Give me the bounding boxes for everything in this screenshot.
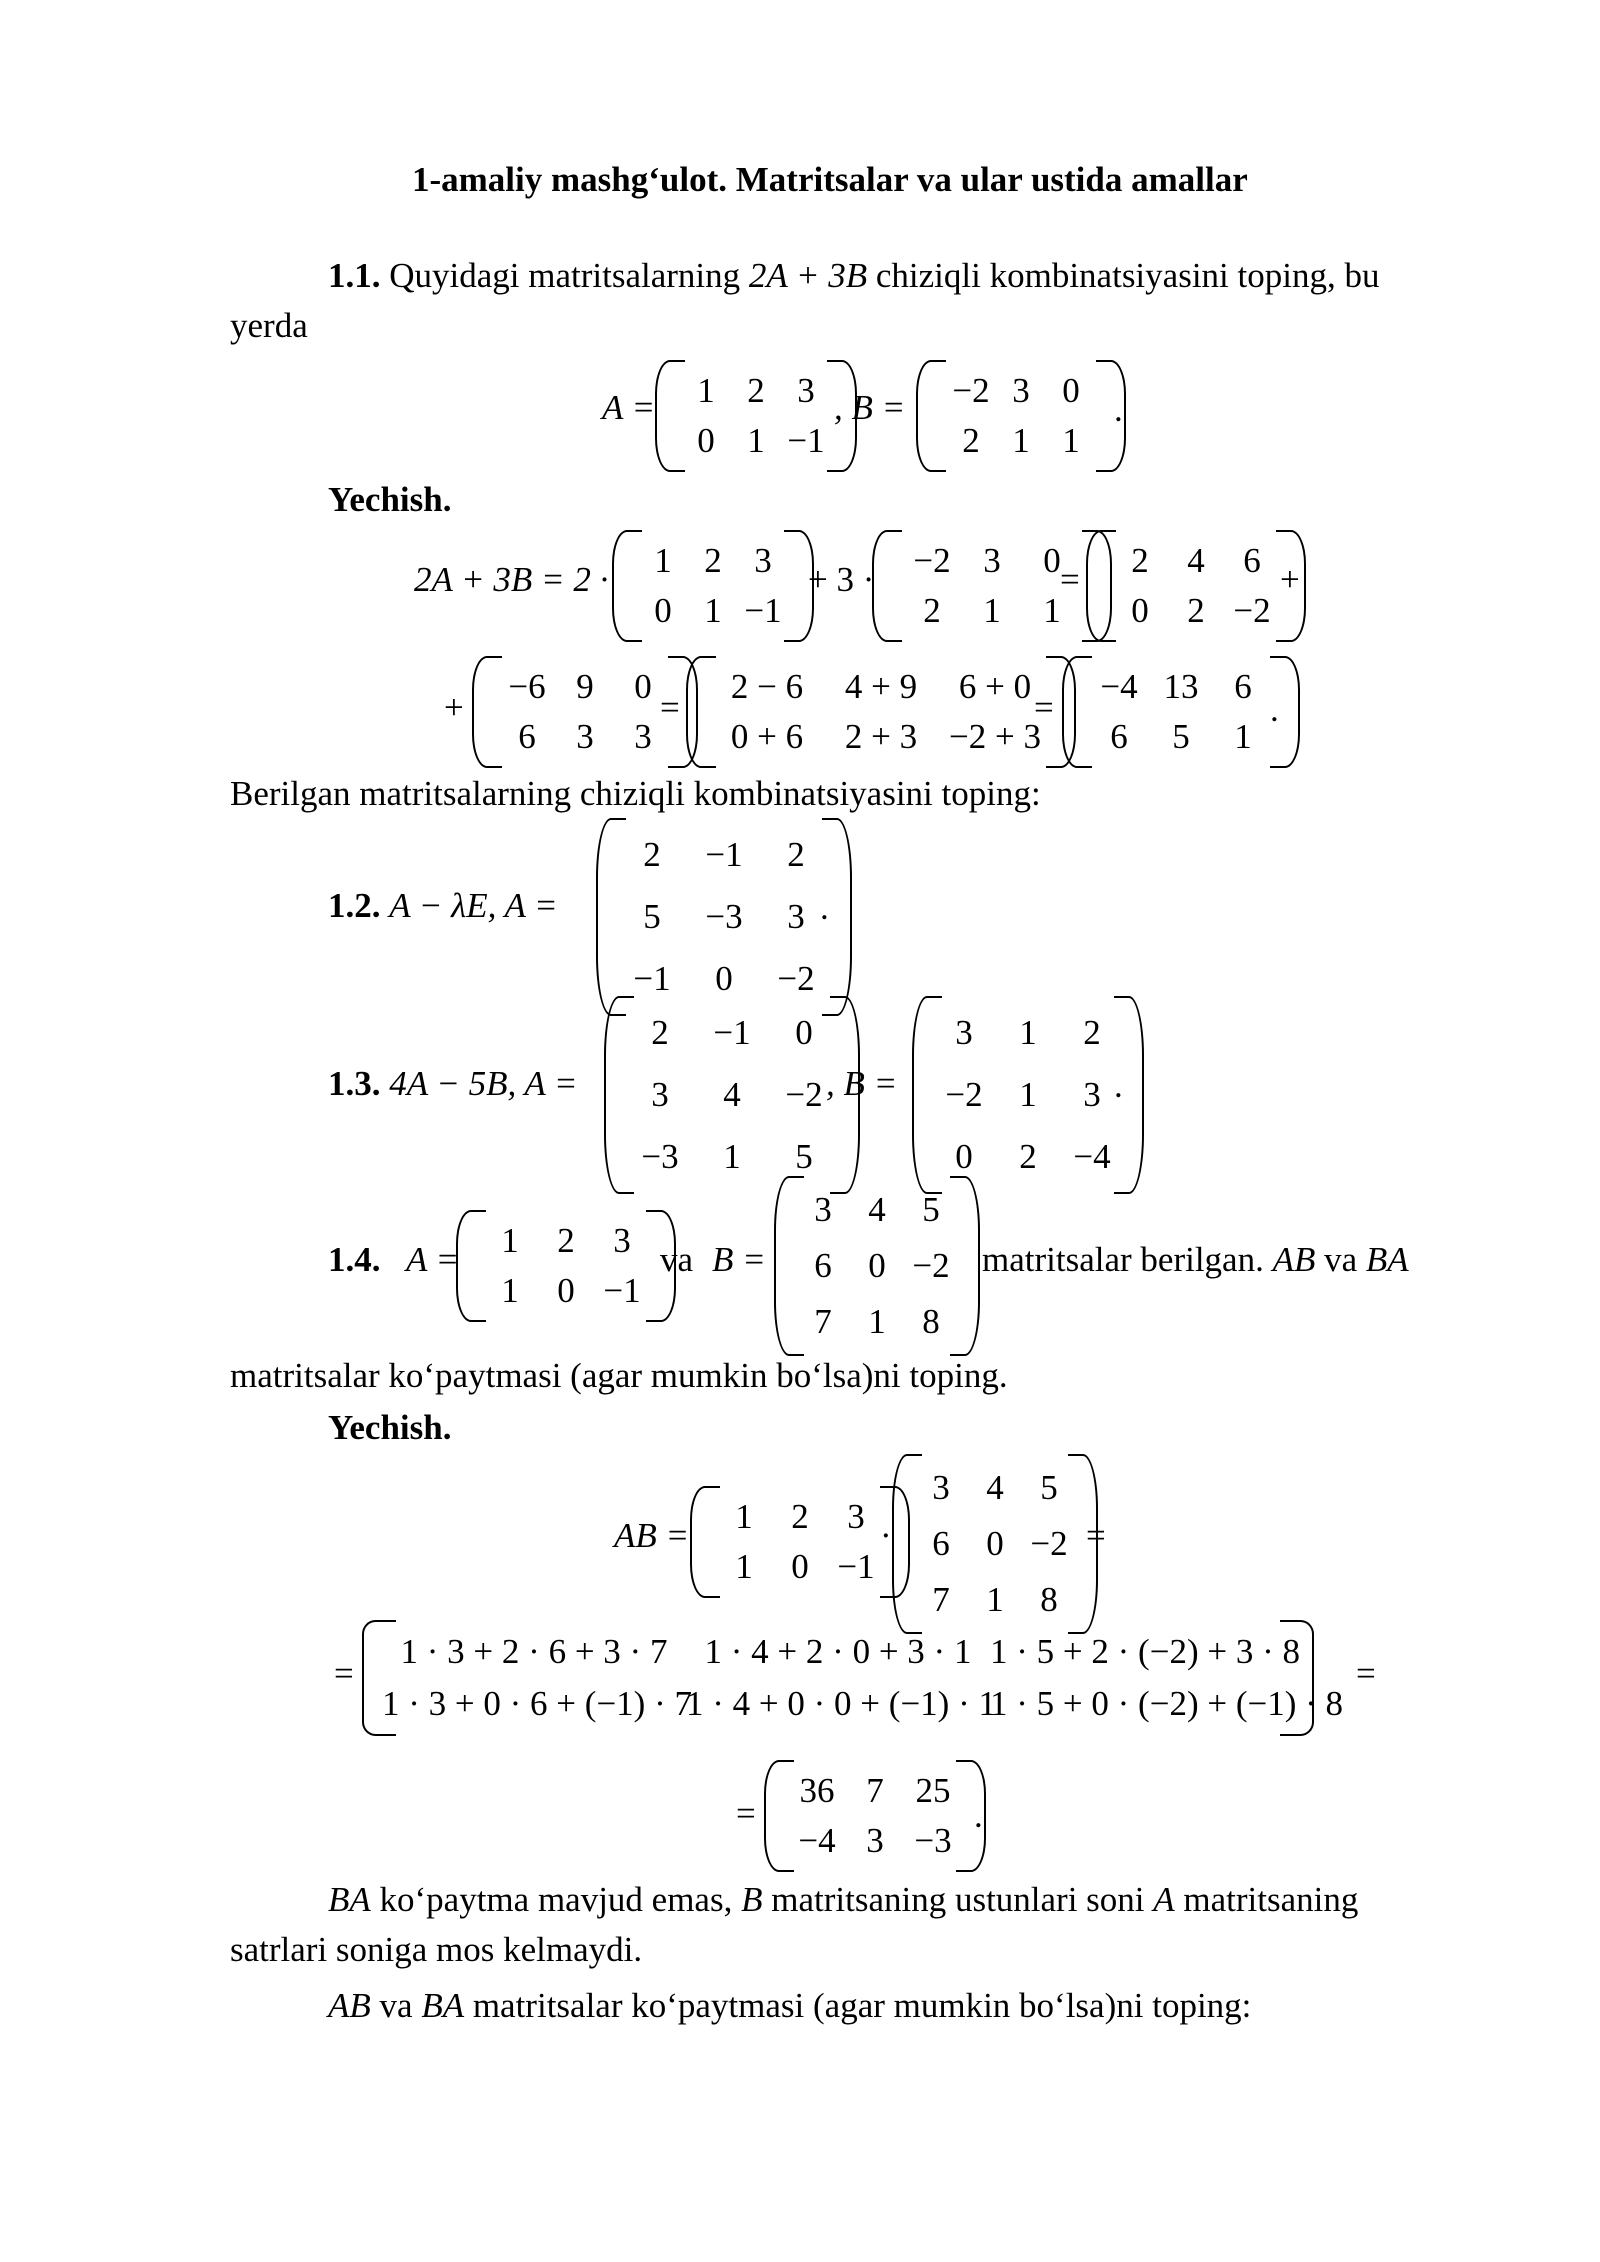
exercise-number: 1.3. [328, 1064, 381, 1103]
solution-matrix-2 [892, 1454, 1098, 1634]
exercise-number: 1.2. [328, 886, 381, 925]
matrix-B-3x3 [912, 996, 1144, 1194]
matrix-cell: 1 [747, 421, 765, 460]
text: va [379, 1986, 413, 2025]
matrix-cell: 1 [1019, 1075, 1037, 1114]
text: matritsaning [1183, 1880, 1359, 1919]
matrix-cell: −1 [713, 1013, 751, 1052]
matrix-cell: 0 [1062, 371, 1080, 410]
matrix-cell: 1 [697, 371, 715, 410]
matrix-B [916, 360, 1126, 472]
matrix-cell: 6 [932, 1524, 950, 1563]
ba-symbol: BA [328, 1880, 371, 1919]
matrix-cell: 1 [1012, 421, 1030, 460]
conclusion-line-3 [328, 1986, 1251, 2026]
left-bracket [872, 530, 902, 642]
matrix-cell: 2 [962, 421, 980, 460]
matrix-cell: −6 [508, 667, 546, 706]
text-ab: AB [1272, 1240, 1316, 1279]
expression: 4A − 5B, A = [389, 1064, 578, 1103]
equals-3: = [1356, 1654, 1376, 1693]
matrix-cell: 2 [1187, 591, 1205, 630]
matrix-cell: 3 [932, 1468, 950, 1507]
left-bracket [916, 360, 946, 472]
matrix-cell: 1 [868, 1302, 886, 1341]
matrix-cell: 2 + 3 [844, 717, 918, 756]
matrix-cell: 1 · 4 + 0 · 0 + (−1) · 1 [686, 1684, 996, 1723]
matrix-cell: 2 − 6 [730, 667, 804, 706]
a-symbol: A [1153, 1880, 1175, 1919]
period: . [1114, 390, 1123, 429]
matrix-cell: 5 [922, 1190, 940, 1229]
matrix-cell: 3 [651, 1075, 669, 1114]
matrix-cell: 0 [795, 1013, 813, 1052]
exercise-number: 1.1. [328, 256, 381, 295]
exercise-text: Quyidagi matritsalarning [389, 256, 741, 295]
period: . [820, 888, 829, 927]
matrix-cell: 2 [923, 591, 941, 630]
solution-matrix-5 [686, 656, 1076, 768]
matrix-cell: 5 [643, 897, 661, 936]
matrix-A [655, 360, 857, 472]
matrix-cell: 3 [814, 1190, 832, 1229]
matrix-cell: −2 [1233, 591, 1271, 630]
matrix-A-3x3 [596, 818, 852, 1016]
matrix-cell: 1 [1234, 717, 1252, 756]
matrix-cell: −2 [1030, 1524, 1068, 1563]
matrix-cell: −1 [744, 591, 782, 630]
conclusion-line-2: satrlari soniga mos kelmaydi. [230, 1930, 643, 1969]
exercise-1-1-line [328, 256, 1379, 296]
matrix-cell: 7 [814, 1302, 832, 1341]
matrix-cell: 13 [1163, 667, 1199, 706]
matrix-cell: 1 · 4 + 2 · 0 + 3 · 1 [704, 1632, 972, 1671]
matrix-cell: 3 [576, 717, 594, 756]
matrix-cell: −3 [914, 1821, 952, 1860]
matrix-cell: −1 [837, 1547, 875, 1586]
matrix-cell: 2 [557, 1221, 575, 1260]
matrix-cell: 0 [634, 667, 652, 706]
expanded-product-matrix [362, 1620, 1344, 1736]
ba-symbol: BA [421, 1986, 465, 2025]
matrix-cell: 0 + 6 [730, 717, 804, 756]
text-va: va [1324, 1240, 1358, 1279]
matrix-cell: 1 · 5 + 0 · (−2) + (−1) · 8 [990, 1684, 1344, 1723]
matrix-cell: 6 [1243, 541, 1261, 580]
matrix-cell: 0 [791, 1547, 809, 1586]
matrix-cell: 36 [799, 1771, 835, 1810]
matrix-cell: 1 · 3 + 2 · 6 + 3 · 7 [400, 1632, 668, 1671]
matrix-cell: 25 [915, 1771, 951, 1810]
matrix-cell: 1 [735, 1497, 753, 1536]
matrix-cell: 3 [983, 541, 1001, 580]
exercise-1-2-line [328, 886, 558, 926]
matrix-cell: 3 [787, 897, 805, 936]
matrix-cell: −1 [787, 421, 825, 460]
matrix-cell: −1 [603, 1271, 641, 1310]
equals-2: = [660, 688, 680, 727]
matrix-cell: 1 [501, 1221, 519, 1260]
matrix-A-label: A = [602, 388, 656, 427]
matrix-cell: 8 [1040, 1580, 1058, 1619]
exercise-text-3: yerda [230, 306, 308, 345]
matrix-B-label: , B = [826, 1064, 898, 1103]
matrix-cell: 3 [613, 1221, 631, 1260]
matrix-cell: 3 [1083, 1075, 1101, 1114]
matrix-cell: −3 [705, 897, 743, 936]
matrix-cell: 1 [735, 1547, 753, 1586]
matrix-cell: 2 [791, 1497, 809, 1536]
matrix-A-label: A = [406, 1240, 460, 1279]
matrix-cell: −2 [785, 1075, 823, 1114]
matrix-cell: 0 [557, 1271, 575, 1310]
matrix-cell: 2 [704, 541, 722, 580]
equals-3: = [1034, 688, 1054, 727]
matrix-cell: 4 [723, 1075, 741, 1114]
plus-sign: + [1280, 560, 1300, 599]
matrix-cell: 1 [983, 591, 1001, 630]
solution-lhs: AB = [614, 1516, 690, 1555]
matrix-cell: 4 [868, 1190, 886, 1229]
matrix-A [456, 1210, 676, 1322]
text: matritsaning ustunlari soni [771, 1880, 1145, 1919]
matrix-cell: 1 [1043, 591, 1061, 630]
solution-matrix-3 [1086, 530, 1306, 642]
matrix-cell: 3 [754, 541, 772, 580]
matrix-cell: 6 [1110, 717, 1128, 756]
ab-symbol: AB [328, 1986, 371, 2025]
matrix-cell: 6 [1234, 667, 1252, 706]
expression: 2A + 3B [748, 256, 868, 295]
matrix-cell: 5 [1172, 717, 1190, 756]
matrix-cell: 0 [986, 1524, 1004, 1563]
matrix-cell: 1 [1062, 421, 1080, 460]
exercise-1-3-line [328, 1064, 577, 1104]
matrix-cell: 1 [501, 1271, 519, 1310]
matrix-B-3x3 [774, 1176, 980, 1356]
matrix-cell: 2 [1083, 1013, 1101, 1052]
matrix-cell: 0 [715, 959, 733, 998]
matrix-cell: 5 [795, 1137, 813, 1176]
matrix-cell: 5 [1040, 1468, 1058, 1507]
matrix-cell: 3 [847, 1497, 865, 1536]
matrix-cell: 0 [1131, 591, 1149, 630]
matrix-cell: 4 + 9 [844, 667, 918, 706]
exercise-number: 1.4. [328, 1240, 381, 1279]
matrix-cell: 6 [518, 717, 536, 756]
matrix-cell: 0 [955, 1137, 973, 1176]
matrix-cell: 1 [1019, 1013, 1037, 1052]
period: . [1114, 1066, 1123, 1105]
solution-label: Yechish. [328, 1408, 452, 1447]
matrix-cell: 7 [932, 1580, 950, 1619]
matrix-cell: 1 · 3 + 0 · 6 + (−1) · 7 [382, 1684, 692, 1723]
matrix-cell: 2 [1019, 1137, 1037, 1176]
dot-operator: · [880, 1516, 892, 1555]
text-ba: BA [1365, 1240, 1409, 1279]
matrix-cell: 4 [986, 1468, 1004, 1507]
matrix-cell: −2 [945, 1075, 983, 1114]
va-word: va [660, 1240, 694, 1279]
matrix-cell: 0 [697, 421, 715, 460]
solution-op-1: + 3 · [808, 560, 875, 599]
equals-4: = [736, 1794, 756, 1833]
matrix-cell: 1 [723, 1137, 741, 1176]
solution-label: Yechish. [328, 480, 452, 519]
matrix-cell: 8 [922, 1302, 940, 1341]
exercise-1-4-line-2: matritsalar ko‘paytmasi (agar mumkin bo‘lsa)ni toping. [230, 1356, 1008, 1395]
expression: A − λE, A = [389, 886, 558, 925]
matrix-cell: −3 [641, 1137, 679, 1176]
matrix-cell: 3 [955, 1013, 973, 1052]
text: matritsalar berilgan. [982, 1240, 1264, 1279]
text: ko‘paytma mavjud emas, [379, 1880, 733, 1919]
matrix-cell: −4 [1100, 667, 1138, 706]
equals-1: = [1060, 560, 1080, 599]
conclusion-line-1 [328, 1880, 1358, 1920]
exercise-text-2: chiziqli kombinatsiyasini toping, bu [875, 256, 1380, 295]
matrix-cell: 4 [1187, 541, 1205, 580]
period-2: . [1270, 690, 1279, 729]
solution-matrix-1 [690, 1486, 910, 1598]
matrix-cell: −4 [798, 1821, 836, 1860]
matrix-cell: 6 [814, 1246, 832, 1285]
matrix-cell: 7 [866, 1771, 884, 1810]
matrix-cell: 1 [654, 541, 672, 580]
solution-matrix-1 [612, 530, 814, 642]
exercise-1-4-text [982, 1240, 1409, 1280]
instruction-line: Berilgan matritsalarning chiziqli kombinatsiyasini toping: [230, 774, 1041, 813]
matrix-cell: 2 [787, 835, 805, 874]
matrix-cell: −2 [912, 1246, 950, 1285]
matrix-cell: 2 [651, 1013, 669, 1052]
matrix-cell: 0 [654, 591, 672, 630]
matrix-cell: 1 [986, 1580, 1004, 1619]
matrix-cell: −2 [777, 959, 815, 998]
equals-2: = [334, 1654, 354, 1693]
matrix-cell: −4 [1073, 1137, 1111, 1176]
b-symbol: B [741, 1880, 763, 1919]
matrix-cell: 3 [634, 717, 652, 756]
matrix-cell: −2 [952, 371, 990, 410]
matrix-B-label: , B = [834, 388, 906, 427]
matrix-cell: −2 [913, 541, 951, 580]
matrix-cell: 6 + 0 [958, 667, 1032, 706]
matrix-cell: 0 [1043, 541, 1061, 580]
matrix-cell: 2 [1131, 541, 1149, 580]
matrix-cell: 9 [576, 667, 594, 706]
matrix-cell: −1 [633, 959, 671, 998]
plus-sign-2: + [444, 688, 464, 727]
result-matrix [764, 1760, 986, 1872]
equals-1: = [1086, 1516, 1106, 1555]
matrix-B-label: B = [712, 1240, 766, 1279]
matrix-cell: 2 [643, 835, 661, 874]
matrix-cell: 1 · 5 + 2 · (−2) + 3 · 8 [990, 1632, 1300, 1671]
matrix-cell: 2 [747, 371, 765, 410]
matrix-cell: 3 [797, 371, 815, 410]
matrix-cell: 0 [868, 1246, 886, 1285]
matrix-cell: 1 [704, 591, 722, 630]
matrix-cell: −2 + 3 [949, 717, 1041, 756]
page-title: 1-amaliy mashg‘ulot. Matritsalar va ular ustida amallar [412, 160, 1248, 199]
solution-matrix-6 [1062, 656, 1300, 768]
text: matritsalar ko‘paytmasi (agar mumkin bo‘lsa)ni toping: [472, 1986, 1252, 2025]
solution-lhs: 2A + 3B = 2 · [414, 560, 609, 599]
period: . [974, 1796, 983, 1835]
matrix-A-3x3 [604, 996, 860, 1194]
matrix-cell: 3 [1012, 371, 1030, 410]
matrix-cell: −1 [705, 835, 743, 874]
matrix-cell: 3 [866, 1821, 884, 1860]
